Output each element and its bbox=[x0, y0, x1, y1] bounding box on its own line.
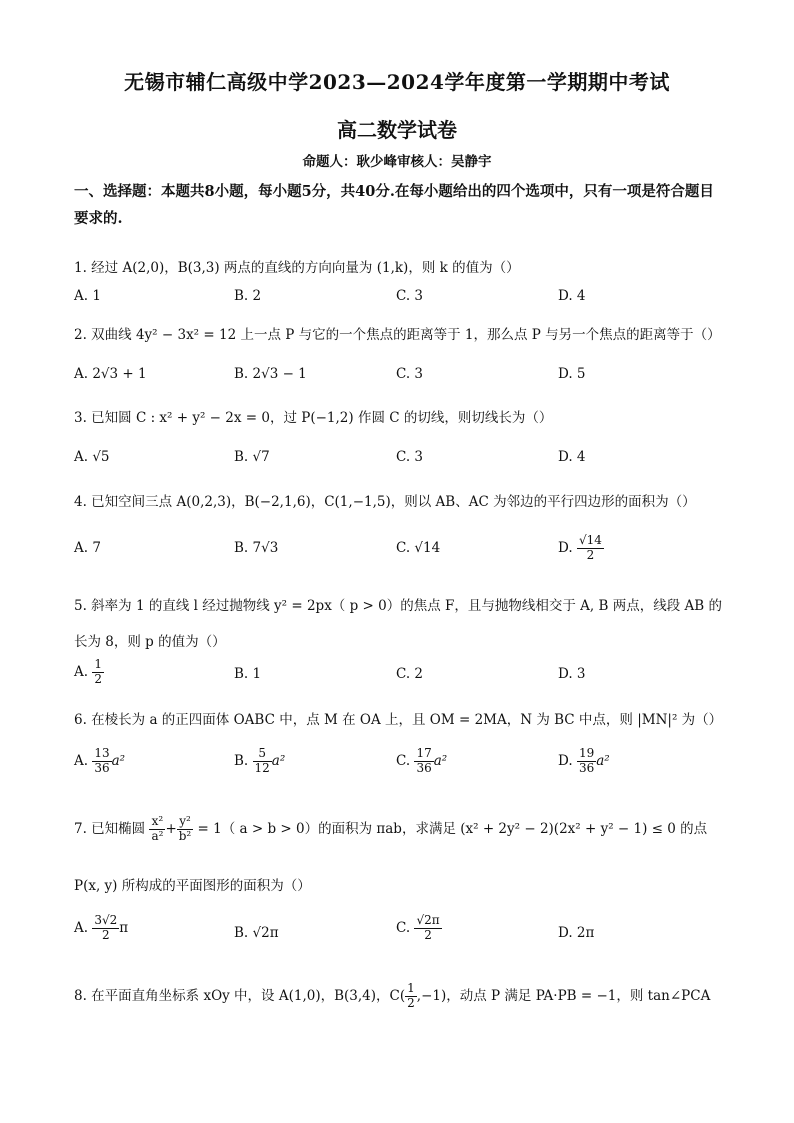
option-a-label: A. bbox=[74, 663, 89, 680]
option-c-fraction bbox=[414, 914, 441, 943]
option-b: B. 1 bbox=[234, 666, 262, 682]
fraction-numerator: √14 bbox=[578, 533, 602, 547]
option-a-label: A. bbox=[74, 919, 89, 936]
fraction-numerator: x² bbox=[149, 815, 165, 830]
question-7-stem-line1: 7. 已知椭圆 $\frac{\text{x²}}{\text{a²}}$ + $\frac{\text{y²}}{\text{b²}}$ = 1（ a > b > 0）的面积为 πab，求满足 (x² + 2y² − 2)(2x² + y² − 1) ≤ 0 的点 bbox=[74, 814, 708, 843]
option-b: B. 7√3 bbox=[234, 540, 279, 556]
question-4-options bbox=[74, 534, 734, 574]
exam-authors: 命题人：耿少峰审核人：吴静宇 bbox=[302, 154, 492, 170]
question-6-stem: 6. 在棱长为 a 的正四面体 OABC 中，点 M 在 OA 上，且 OM = 2MA，N 为 BC 中点，则 |MN|² 为（） bbox=[74, 712, 723, 728]
fraction-denominator: 2 bbox=[407, 995, 415, 1010]
question-3-stem: 3. 已知圆 C : x² + y² − 2x = 0，过 P(−1,2) 作圆 C 的切线，则切线长为（） bbox=[74, 410, 553, 426]
fraction-numerator: √2π bbox=[416, 913, 440, 927]
question-4-stem: 4. 已知空间三点 A(0,2,3)，B(−2,1,6)，C(1,−1,5)，则以 AB、AC 为邻边的平行四边形的面积为（） bbox=[74, 494, 696, 510]
stem-suffix: = 1（ a > b > 0）的面积为 πab，求满足 (x² + 2y² − 2)(2x² + y² − 1) ≤ 0 的点 bbox=[197, 820, 708, 837]
question-8-stem bbox=[74, 982, 734, 1011]
option-c: C. 3 bbox=[396, 449, 424, 465]
fraction-denominator: 2 bbox=[101, 927, 110, 942]
option-b: B. 2√3 − 1 bbox=[234, 366, 307, 382]
stem-prefix: 7. 已知椭圆 bbox=[74, 820, 146, 837]
option-d: D. 5 bbox=[558, 366, 586, 382]
option-c-term: a² bbox=[433, 752, 448, 769]
ellipse-x-term bbox=[149, 815, 165, 844]
option-c-fraction bbox=[414, 747, 433, 776]
question-7-options bbox=[74, 914, 734, 958]
option-a-term: π bbox=[119, 919, 129, 936]
option-a-term: a² bbox=[111, 752, 126, 769]
question-1-options bbox=[74, 288, 734, 314]
exam-title: 无锡市辅仁高级中学2023—2024学年度第一学期期中考试 bbox=[124, 70, 670, 94]
point-c-fraction bbox=[405, 982, 417, 1011]
option-d-fraction bbox=[577, 747, 596, 776]
fraction-numerator: 5 bbox=[253, 747, 272, 762]
option-d-fraction bbox=[577, 534, 604, 563]
option-d: D. 4 bbox=[558, 288, 586, 304]
option-c: C. 2 bbox=[396, 666, 424, 682]
section-heading: 一、选择题：本题共8小题，每小题5分，共40分.在每小题给出的四个选项中，只有一项是符合题目要求的. bbox=[74, 183, 714, 227]
option-d-label: D. bbox=[558, 752, 573, 769]
option-a: A. 2√3 + 1 bbox=[74, 366, 147, 382]
option-a-fraction bbox=[92, 914, 119, 943]
option-a bbox=[74, 658, 104, 687]
option-d: D. 4 bbox=[558, 449, 586, 465]
option-a: A. √5 bbox=[74, 449, 110, 465]
fraction-numerator: 3√2 bbox=[94, 913, 118, 927]
option-b bbox=[234, 747, 285, 776]
fraction-denominator: 2 bbox=[94, 671, 102, 686]
option-c: C. √14 bbox=[396, 540, 441, 556]
option-c: C. 3 bbox=[396, 366, 424, 382]
fraction-denominator: 36 bbox=[578, 760, 595, 775]
option-c-label: C. bbox=[396, 752, 411, 769]
option-d bbox=[558, 534, 604, 563]
option-a: A. 7 bbox=[74, 540, 101, 556]
ellipse-y-term bbox=[177, 815, 194, 844]
option-d: D. 3 bbox=[558, 666, 586, 682]
fraction-numerator: 13 bbox=[94, 746, 110, 760]
question-5-options bbox=[74, 658, 734, 692]
option-a-label: A. bbox=[74, 752, 89, 769]
fraction-denominator: 36 bbox=[416, 760, 432, 775]
fraction-denominator: 12 bbox=[254, 760, 270, 775]
fraction-denominator: 2 bbox=[586, 547, 595, 562]
question-2-options bbox=[74, 366, 734, 392]
question-6-options bbox=[74, 747, 734, 791]
fraction-numerator: 1 bbox=[407, 981, 415, 995]
question-3-options bbox=[74, 449, 734, 475]
option-d-term: a² bbox=[596, 752, 610, 769]
option-c: C. 3 bbox=[396, 288, 424, 304]
option-c-label: C. bbox=[396, 919, 411, 936]
exam-subtitle: 高二数学试卷 bbox=[337, 118, 457, 142]
stem-prefix: 8. 在平面直角坐标系 xOy 中，设 A(1,0)，B(3,4)，C( bbox=[74, 987, 406, 1004]
option-d: D. 2π bbox=[558, 925, 595, 941]
option-b-fraction bbox=[253, 747, 272, 776]
option-a-fraction bbox=[92, 747, 111, 776]
option-a-fraction bbox=[92, 658, 104, 687]
option-d bbox=[558, 747, 610, 776]
question-7-stem-line2: P(x, y) 所构成的平面图形的面积为（） bbox=[74, 878, 311, 894]
fraction-denominator: 36 bbox=[94, 760, 110, 775]
option-b-label: B. bbox=[234, 752, 249, 769]
question-5-stem-line1: 5. 斜率为 1 的直线 l 经过抛物线 y² = 2px（ p > 0）的焦点 F，且与抛物线相交于 A, B 两点，线段 AB 的 bbox=[74, 598, 722, 614]
option-c bbox=[396, 914, 442, 943]
option-a bbox=[74, 914, 128, 943]
fraction-denominator: b² bbox=[178, 828, 192, 843]
question-2-stem: 2. 双曲线 4y² − 3x² = 12 上一点 P 与它的一个焦点的距离等于 1，那么点 P 与另一个焦点的距离等于（） bbox=[74, 327, 721, 343]
fraction-denominator: a² bbox=[151, 828, 164, 843]
option-d-label: D. bbox=[558, 539, 573, 556]
fraction-denominator: 2 bbox=[424, 927, 432, 942]
question-5-stem-line2: 长为 8，则 p 的值为（） bbox=[74, 634, 226, 650]
option-b: B. √7 bbox=[234, 449, 270, 465]
option-b: B. 2 bbox=[234, 288, 262, 304]
option-b-term: a² bbox=[271, 752, 286, 769]
option-c bbox=[396, 747, 447, 776]
fraction-numerator: y² bbox=[177, 815, 194, 830]
option-a: A. 1 bbox=[74, 288, 101, 304]
fraction-numerator: 19 bbox=[578, 746, 595, 760]
stem-suffix: ,−1)，动点 P 满足 PA·PB = −1，则 tan∠PCA bbox=[416, 987, 711, 1004]
fraction-numerator: 1 bbox=[94, 657, 102, 671]
fraction-numerator: 17 bbox=[416, 746, 432, 760]
option-b: B. √2π bbox=[234, 925, 279, 941]
option-a bbox=[74, 747, 125, 776]
question-1-stem: 1. 经过 A(2,0)，B(3,3) 两点的直线的方向向量为 (1,k)，则 k 的值为（） bbox=[74, 260, 520, 276]
